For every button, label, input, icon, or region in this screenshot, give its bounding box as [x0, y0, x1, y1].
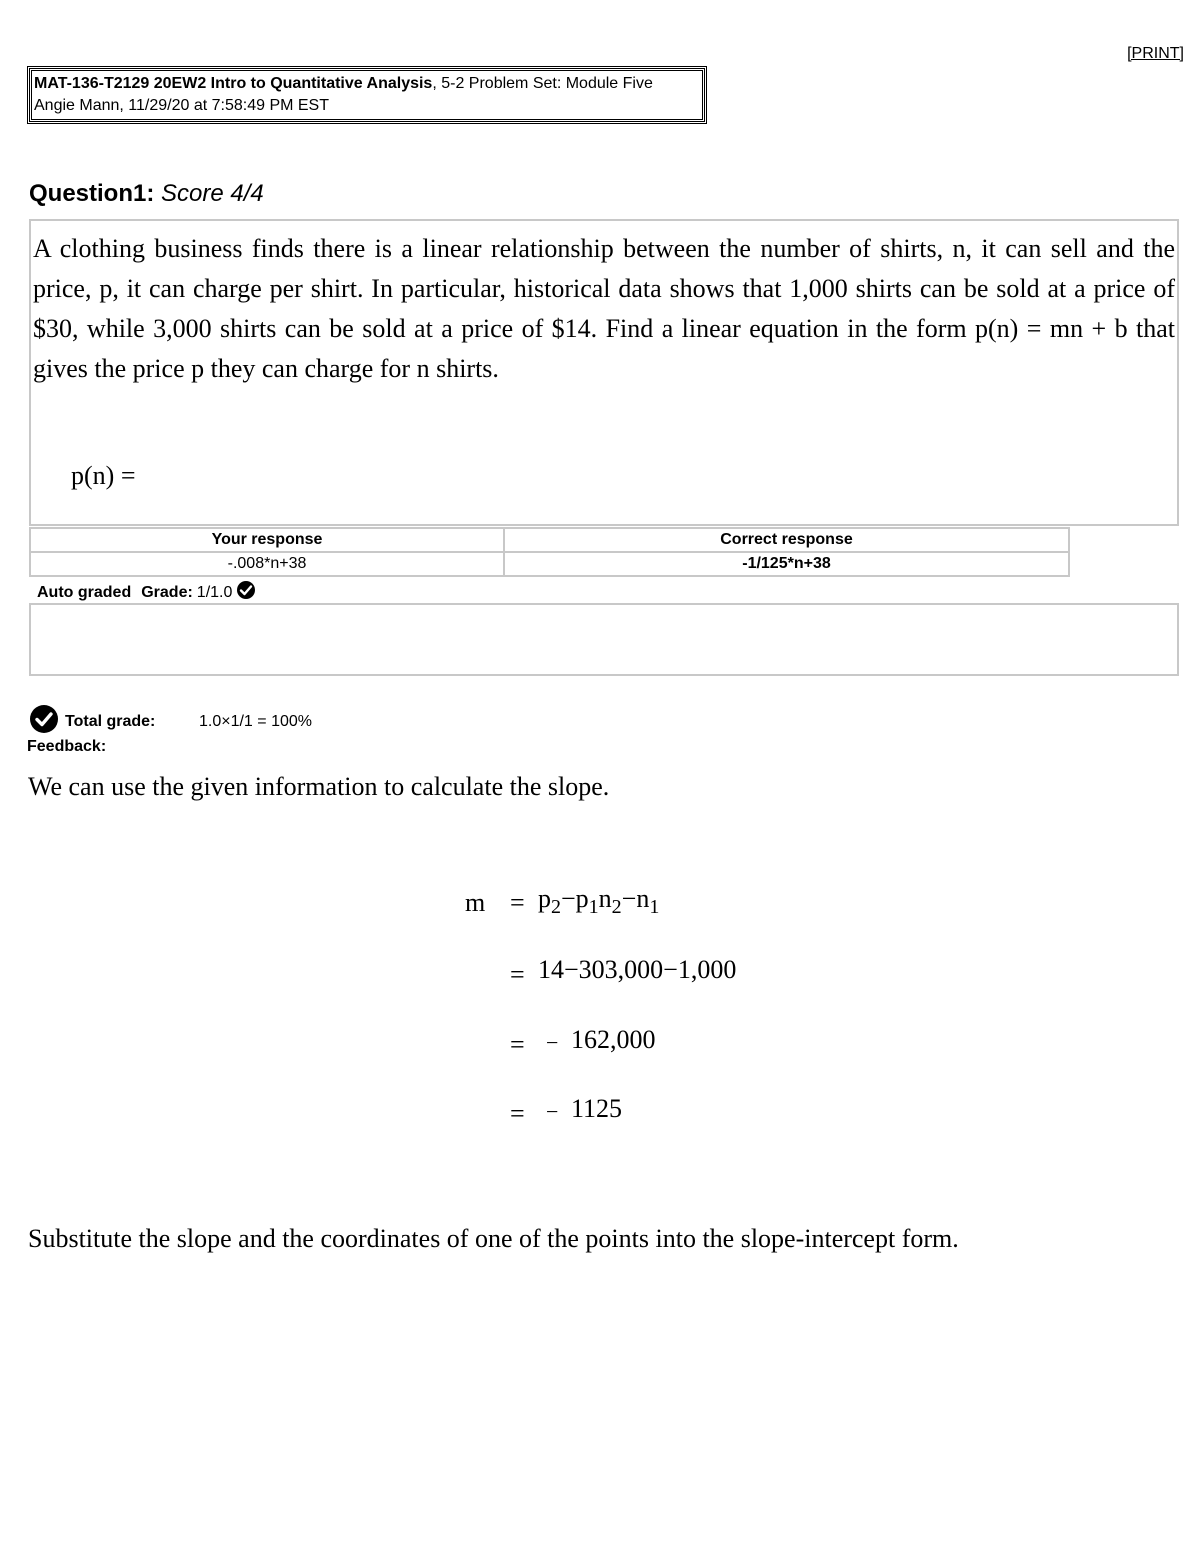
- question-box: [29, 219, 1179, 526]
- slope-simplified: 162,000: [571, 1025, 656, 1054]
- equals-sign: =: [510, 1030, 525, 1059]
- check-circle-icon: [29, 704, 59, 739]
- grade-label: Grade:: [141, 583, 193, 601]
- your-response-value: -.008*n+38: [30, 552, 504, 576]
- equals-sign: =: [510, 888, 525, 917]
- formula-sub: 2: [551, 896, 561, 918]
- formula-p: p: [538, 884, 551, 913]
- total-grade-label: Total grade:: [65, 712, 156, 730]
- check-circle-icon: [236, 580, 256, 605]
- slope-substitution: 14−303,000−1,000: [538, 955, 737, 984]
- assignment-title: , 5-2 Problem Set: Module Five: [432, 75, 653, 92]
- response-header-row: [30, 528, 1069, 552]
- total-grade: [29, 704, 312, 739]
- total-grade-value: 1.0×1/1 = 100%: [199, 712, 312, 730]
- feedback-text: We can use the given information to calculate the slope.: [28, 772, 610, 801]
- feedback-label: Feedback:: [27, 738, 107, 755]
- slope-result: 1125: [571, 1094, 623, 1123]
- formula-sub: 1: [649, 896, 660, 918]
- formula-minus: −: [621, 884, 637, 913]
- correct-response-value: -1/125*n+38: [504, 552, 1069, 576]
- answer-label: p(n) =: [71, 461, 136, 490]
- negative-sign: −: [546, 1030, 559, 1055]
- student-line: Angie Mann, 11/29/20 at 7:58:49 PM EST: [34, 97, 329, 114]
- formula-n: n: [598, 884, 612, 913]
- assignment-header: [29, 68, 705, 122]
- question-number: Question1:: [29, 180, 155, 207]
- formula-sub: 1: [588, 896, 599, 918]
- slope-variable: m: [465, 888, 486, 917]
- grade-line: [37, 580, 256, 605]
- slope-formula: [538, 884, 659, 919]
- print-link[interactable]: [PRINT]: [1127, 45, 1184, 62]
- feedback-text: Substitute the slope and the coordinates of one of the points into the slope-intercept form.: [28, 1224, 959, 1253]
- formula-n: n: [636, 884, 650, 913]
- formula-p: p: [575, 884, 589, 913]
- grade-value: 1/1.0: [196, 583, 233, 601]
- equals-sign: =: [510, 960, 525, 989]
- question-score: Score 4/4: [161, 180, 264, 207]
- your-response-header: Your response: [30, 528, 504, 552]
- comment-box: [29, 603, 1179, 676]
- formula-sub: 2: [611, 896, 622, 918]
- response-value-row: [30, 552, 1069, 576]
- auto-graded-label: Auto graded: [37, 583, 132, 601]
- correct-response-header: Correct response: [504, 528, 1069, 552]
- course-line: [34, 73, 700, 95]
- course-title: MAT-136-T2129 20EW2 Intro to Quantitative Analysis: [34, 75, 433, 92]
- question-text: A clothing business finds there is a linear relationship between the number of shirts, n, it can sell and the price, p, it can charge per shirt. In particular, historical data shows that 1,000 shirts can be sold at a price of $30, while 3,000 shirts can be sold at a price of $14. Find a linear equation in the form p(n) = mn + b that gives the price p they can charge for n shirts.: [33, 234, 1175, 383]
- response-table: [29, 527, 1070, 577]
- question-heading: [29, 180, 264, 208]
- formula-minus: −: [561, 884, 576, 913]
- negative-sign: −: [546, 1099, 559, 1124]
- equals-sign: =: [510, 1099, 525, 1128]
